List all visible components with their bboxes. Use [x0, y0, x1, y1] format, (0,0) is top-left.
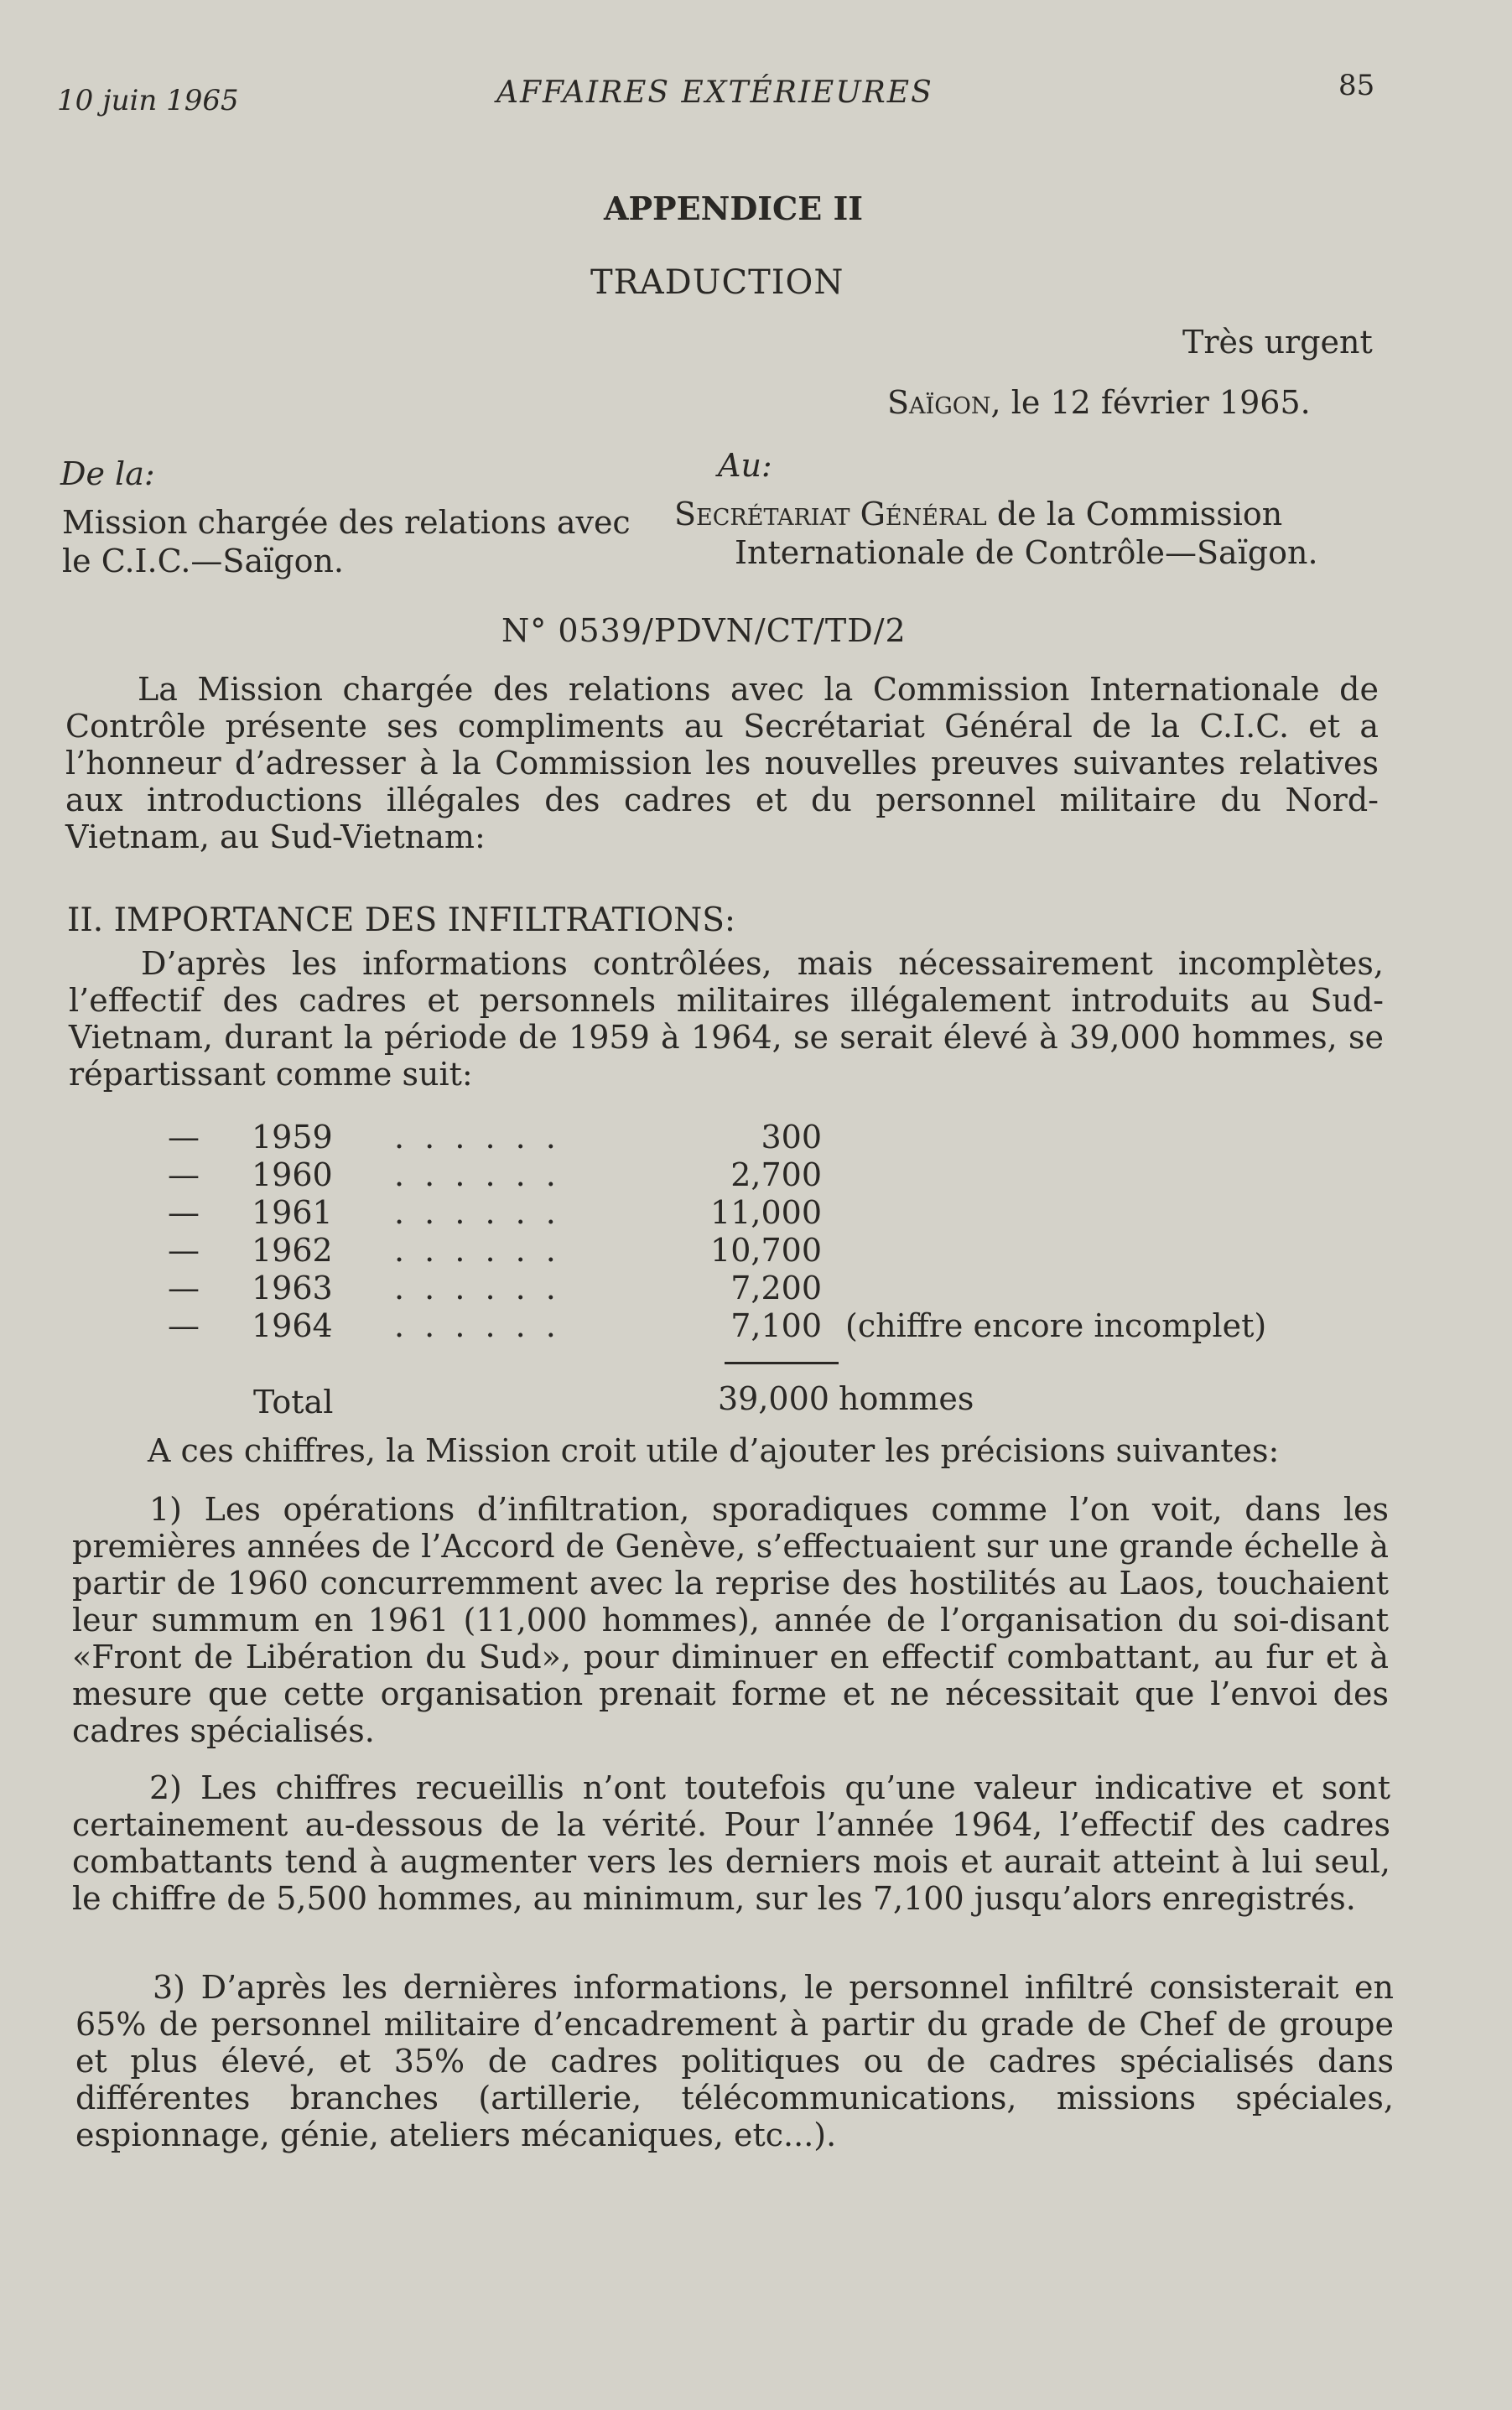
row-dash: — — [168, 1307, 200, 1344]
header-date: 10 juin 1965 — [57, 84, 239, 117]
sender-line-1: Mission chargée des relations avec — [62, 504, 631, 541]
recipient-line-1-rest: de la Commission — [986, 496, 1283, 532]
row-note: (chiffre encore incomplet) — [845, 1307, 1267, 1344]
row-dash: — — [168, 1270, 200, 1306]
row-year: 1961 — [252, 1194, 333, 1231]
total-unit: hommes — [839, 1380, 974, 1417]
row-dots: . . . . . . — [394, 1232, 561, 1269]
row-dots: . . . . . . — [394, 1156, 561, 1193]
row-dash: — — [168, 1194, 200, 1231]
total-rule — [725, 1362, 839, 1364]
row-value: 7,200 — [730, 1270, 822, 1306]
row-year: 1959 — [252, 1119, 333, 1156]
table-row — [168, 1232, 1342, 1270]
dateline-place: Saïgon — [887, 384, 991, 421]
row-dash: — — [168, 1119, 200, 1156]
intro-paragraph: La Mission chargée des relations avec la Commission Internationale de Contrôle présente ses compliments au Secrétariat Général de la C.I.C. et a l’honneur d’adresser à la Commission les nouvelles preuves suivantes relatives aux introductions illégales des cadres et du personnel militaire du Nord-Vietnam, au Sud-Vietnam: — [65, 671, 1379, 855]
table-row — [168, 1119, 1342, 1156]
row-year: 1963 — [252, 1270, 333, 1306]
recipient-line-2: Internationale de Contrôle—Saïgon. — [735, 534, 1318, 571]
total-value: 39,000 — [718, 1380, 829, 1417]
recipient-secretariat: Secrétariat Général — [674, 496, 987, 532]
row-value: 300 — [761, 1119, 822, 1156]
row-dash: — — [168, 1232, 200, 1269]
followup-intro: A ces chiffres, la Mission croit utile d’ajouter les précisions suivantes: — [148, 1432, 1280, 1469]
appendix-title: APPENDICE II — [604, 190, 864, 227]
sender-label: De la: — [60, 455, 155, 492]
table-row — [168, 1194, 1342, 1232]
row-year: 1962 — [252, 1232, 333, 1269]
point-2: 2) Les chiffres recueillis n’ont toutefois qu’une valeur indicative et sont certainement au-dessous de la vérité. Pour l’année 1964, l’effectif des cadres combattants tend à augmenter vers les derniers mois et aurait atteint à lui seul, le chiffre de 5,500 hommes, au minimum, sur les 7,100 jusqu’alors enregistrés. — [72, 1769, 1390, 1917]
header-publication: AFFAIRES EXTÉRIEURES — [496, 75, 933, 110]
row-value: 7,100 — [730, 1307, 822, 1344]
table-row — [168, 1270, 1342, 1307]
row-year: 1964 — [252, 1307, 333, 1344]
sender-block — [62, 503, 631, 580]
row-value: 11,000 — [710, 1194, 822, 1231]
row-dots: . . . . . . — [394, 1119, 561, 1156]
reference-number: N° 0539/PDVN/CT/TD/2 — [501, 612, 907, 649]
table-row — [168, 1156, 1342, 1194]
recipient-label: Au: — [718, 447, 772, 484]
row-year: 1960 — [252, 1156, 333, 1193]
row-value: 2,700 — [730, 1156, 822, 1193]
page-number: 85 — [1338, 69, 1375, 102]
infiltration-table — [168, 1119, 1342, 1345]
point-3: 3) D’après les dernières informations, le personnel infiltré consisterait en 65% de personnel militaire d’encadrement à partir du grade de Chef de groupe et plus élevé, et 35% de cadres politiques ou de cadres spécialisés dans différentes branches (artillerie, télécommunications, missions spéciales, espionnage, génie, ateliers mécaniques, etc...). — [75, 1969, 1394, 2153]
dateline-date: , le 12 février 1965. — [990, 384, 1311, 421]
row-dots: . . . . . . — [394, 1194, 561, 1231]
translation-label: TRADUCTION — [590, 263, 844, 302]
row-dots: . . . . . . — [394, 1270, 561, 1306]
row-dots: . . . . . . — [394, 1307, 561, 1344]
point-1: 1) Les opérations d’infiltration, sporadiques comme l’on voit, dans les premières années de l’Accord de Genève, s’effectuaient sur une grande échelle à partir de 1960 concurremment avec la reprise des hostilités au Laos, touchaient leur summum en 1961 (11,000 hommes), année de l’organisation du soi-disant «Front de Libération du Sud», pour diminuer en effectif combattant, au fur et à mesure que cette organisation prenait forme et ne nécessitait que l’envoi des cadres spécialisés. — [72, 1491, 1389, 1749]
urgency-note: Très urgent — [1182, 324, 1373, 361]
section-paragraph: D’après les informations contrôlées, mais nécessairement incomplètes, l’effectif des cadres et personnels militaires illégalement introduits au Sud-Vietnam, durant la période de 1959 à 1964, se serait élevé à 39,000 hommes, se répartissant comme suit: — [69, 945, 1384, 1093]
section-heading: II. IMPORTANCE DES INFILTRATIONS: — [67, 901, 736, 939]
table-row — [168, 1307, 1342, 1345]
dateline — [887, 384, 1311, 421]
row-value: 10,700 — [710, 1232, 822, 1269]
recipient-line-1 — [674, 495, 1318, 533]
total-label: Total — [253, 1384, 334, 1421]
recipient-block — [674, 495, 1318, 572]
sender-line-2: le C.I.C.—Saïgon. — [62, 543, 345, 579]
row-dash: — — [168, 1156, 200, 1193]
